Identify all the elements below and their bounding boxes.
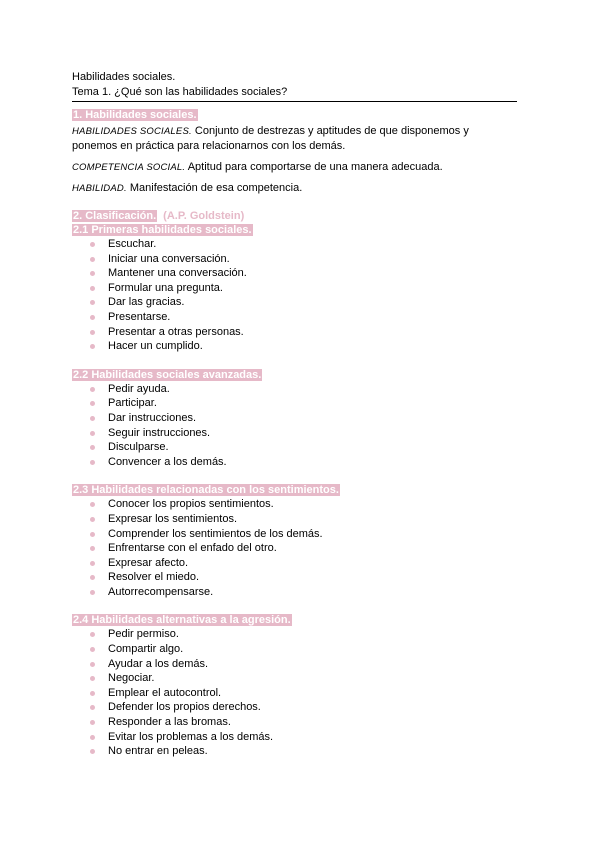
list-item-text: Hacer un cumplido. [108, 340, 203, 353]
bullet-icon [90, 647, 95, 652]
list-item [72, 325, 517, 340]
bullet-list [72, 382, 517, 470]
list-item-text: Conocer los propios sentimientos. [108, 498, 274, 511]
section-heading [72, 209, 517, 223]
bullet-icon [90, 517, 95, 522]
subsection-heading [72, 613, 517, 627]
section-title: 1. Habilidades sociales. [73, 109, 197, 121]
list-item-text: Autorrecompensarse. [108, 585, 214, 598]
list-item-text: Participar. [108, 397, 157, 410]
list-item-text: Presentarse. [108, 310, 171, 323]
list-item [72, 455, 517, 470]
list-item-text: No entrar en peleas. [108, 745, 208, 758]
section-title: 2. Clasificación. [73, 210, 157, 222]
definition-text: Manifestación de esa competencia. [126, 182, 303, 194]
list-item-text: Convencer a los demás. [108, 455, 227, 468]
subsection-title: 2.2 Habilidades sociales avanzadas. [73, 368, 262, 381]
subsection-heading [72, 223, 517, 237]
bullet-icon [90, 330, 95, 335]
bullet-icon [90, 387, 95, 392]
list-item [72, 570, 517, 585]
bullet-icon [90, 300, 95, 305]
list-item-text: Formular una pregunta. [108, 281, 223, 294]
section-heading [72, 108, 517, 122]
bullet-icon [90, 286, 95, 291]
bullet-icon [90, 315, 95, 320]
list-item-text: Emplear el autocontrol. [108, 686, 222, 699]
list-item [72, 382, 517, 397]
list-item-text: Negociar. [108, 672, 155, 685]
bullet-icon [90, 242, 95, 247]
document-subtitle: Tema 1. ¿Qué son las habilidades sociales? [72, 86, 288, 98]
list-item-text: Ayudar a los demás. [108, 657, 209, 670]
bullet-icon [90, 502, 95, 507]
definition [72, 181, 517, 196]
bullet-icon [90, 632, 95, 637]
subsection-title: 2.1 Primeras habilidades sociales. [73, 224, 252, 236]
list-item [72, 744, 517, 759]
list-item [72, 715, 517, 730]
bullet-icon [90, 257, 95, 262]
list-item [72, 295, 517, 310]
list-item [72, 671, 517, 686]
list-item [72, 657, 517, 672]
definition [72, 160, 517, 175]
list-item-text: Escuchar. [108, 238, 157, 250]
definition-term: COMPETENCIA SOCIAL. [72, 162, 186, 173]
list-item-text: Iniciar una conversación. [108, 252, 230, 265]
definition-term: HABILIDAD. [72, 183, 127, 194]
list-item [72, 730, 517, 745]
list-item [72, 585, 517, 600]
list-item-text: Expresar afecto. [108, 556, 189, 569]
list-item [72, 527, 517, 542]
definition-text: Aptitud para comportarse de una manera adecuada. [185, 161, 443, 173]
bullet-list [72, 497, 517, 599]
list-item-text: Resolver el miedo. [108, 571, 200, 584]
section-author: (A.P. Goldstein) [163, 210, 245, 222]
list-item-text: Seguir instrucciones. [108, 426, 211, 439]
list-item [72, 497, 517, 512]
subsection-title: 2.3 Habilidades relacionadas con los sentimientos. [73, 484, 339, 497]
list-item-text: Defender los propios derechos. [108, 701, 261, 714]
list-item-text: Pedir permiso. [108, 628, 179, 641]
list-item-text: Evitar los problemas a los demás. [108, 730, 274, 743]
list-item-text: Enfrentarse con el enfado del otro. [108, 542, 277, 555]
list-item [72, 411, 517, 426]
bullet-list [72, 627, 517, 758]
list-item [72, 541, 517, 556]
list-item-text: Disculparse. [108, 441, 169, 454]
list-item [72, 512, 517, 527]
list-item-text: Responder a las bromas. [108, 716, 231, 729]
bullet-icon [90, 460, 95, 465]
bullet-icon [90, 416, 95, 421]
bullet-icon [90, 532, 95, 537]
bullet-icon [90, 344, 95, 349]
bullet-icon [90, 575, 95, 580]
bullet-icon [90, 705, 95, 710]
list-item-text: Expresar los sentimientos. [108, 512, 237, 525]
list-item-text: Compartir algo. [108, 643, 184, 656]
list-item-text: Mantener una conversación. [108, 267, 247, 280]
list-item [72, 339, 517, 354]
list-item-text: Dar instrucciones. [108, 411, 197, 424]
bullet-icon [90, 401, 95, 406]
document-title: Habilidades sociales. [72, 71, 176, 83]
bullet-icon [90, 691, 95, 696]
bullet-icon [90, 271, 95, 276]
list-item-text: Pedir ayuda. [108, 382, 170, 395]
list-item-text: Dar las gracias. [108, 296, 185, 309]
list-item [72, 310, 517, 325]
bullet-icon [90, 720, 95, 725]
list-item [72, 396, 517, 411]
bullet-icon [90, 735, 95, 740]
definition-term: HABILIDADES SOCIALES. [72, 126, 192, 137]
document-page [72, 70, 517, 759]
definition-text: Conjunto de destrezas y aptitudes de que disponemos y ponemos en práctica para relacionarnos con los demás. [72, 125, 469, 152]
list-item [72, 440, 517, 455]
definition [72, 124, 517, 154]
list-item [72, 426, 517, 441]
list-item [72, 237, 517, 252]
list-item [72, 556, 517, 571]
list-item [72, 281, 517, 296]
list-item [72, 266, 517, 281]
bullet-list [72, 237, 517, 354]
bullet-icon [90, 561, 95, 566]
subsection-heading [72, 368, 517, 382]
list-item [72, 252, 517, 267]
list-item [72, 700, 517, 715]
bullet-icon [90, 546, 95, 551]
list-item-text: Comprender los sentimientos de los demás. [108, 527, 323, 540]
list-item-text: Presentar a otras personas. [108, 325, 244, 338]
bullet-icon [90, 662, 95, 667]
subsection-heading [72, 483, 517, 497]
list-item [72, 686, 517, 701]
subsection-title: 2.4 Habilidades alternativas a la agresión. [73, 614, 291, 627]
bullet-icon [90, 431, 95, 436]
bullet-icon [90, 676, 95, 681]
bullet-icon [90, 590, 95, 595]
list-item [72, 642, 517, 657]
bullet-icon [90, 749, 95, 754]
list-item [72, 627, 517, 642]
bullet-icon [90, 445, 95, 450]
